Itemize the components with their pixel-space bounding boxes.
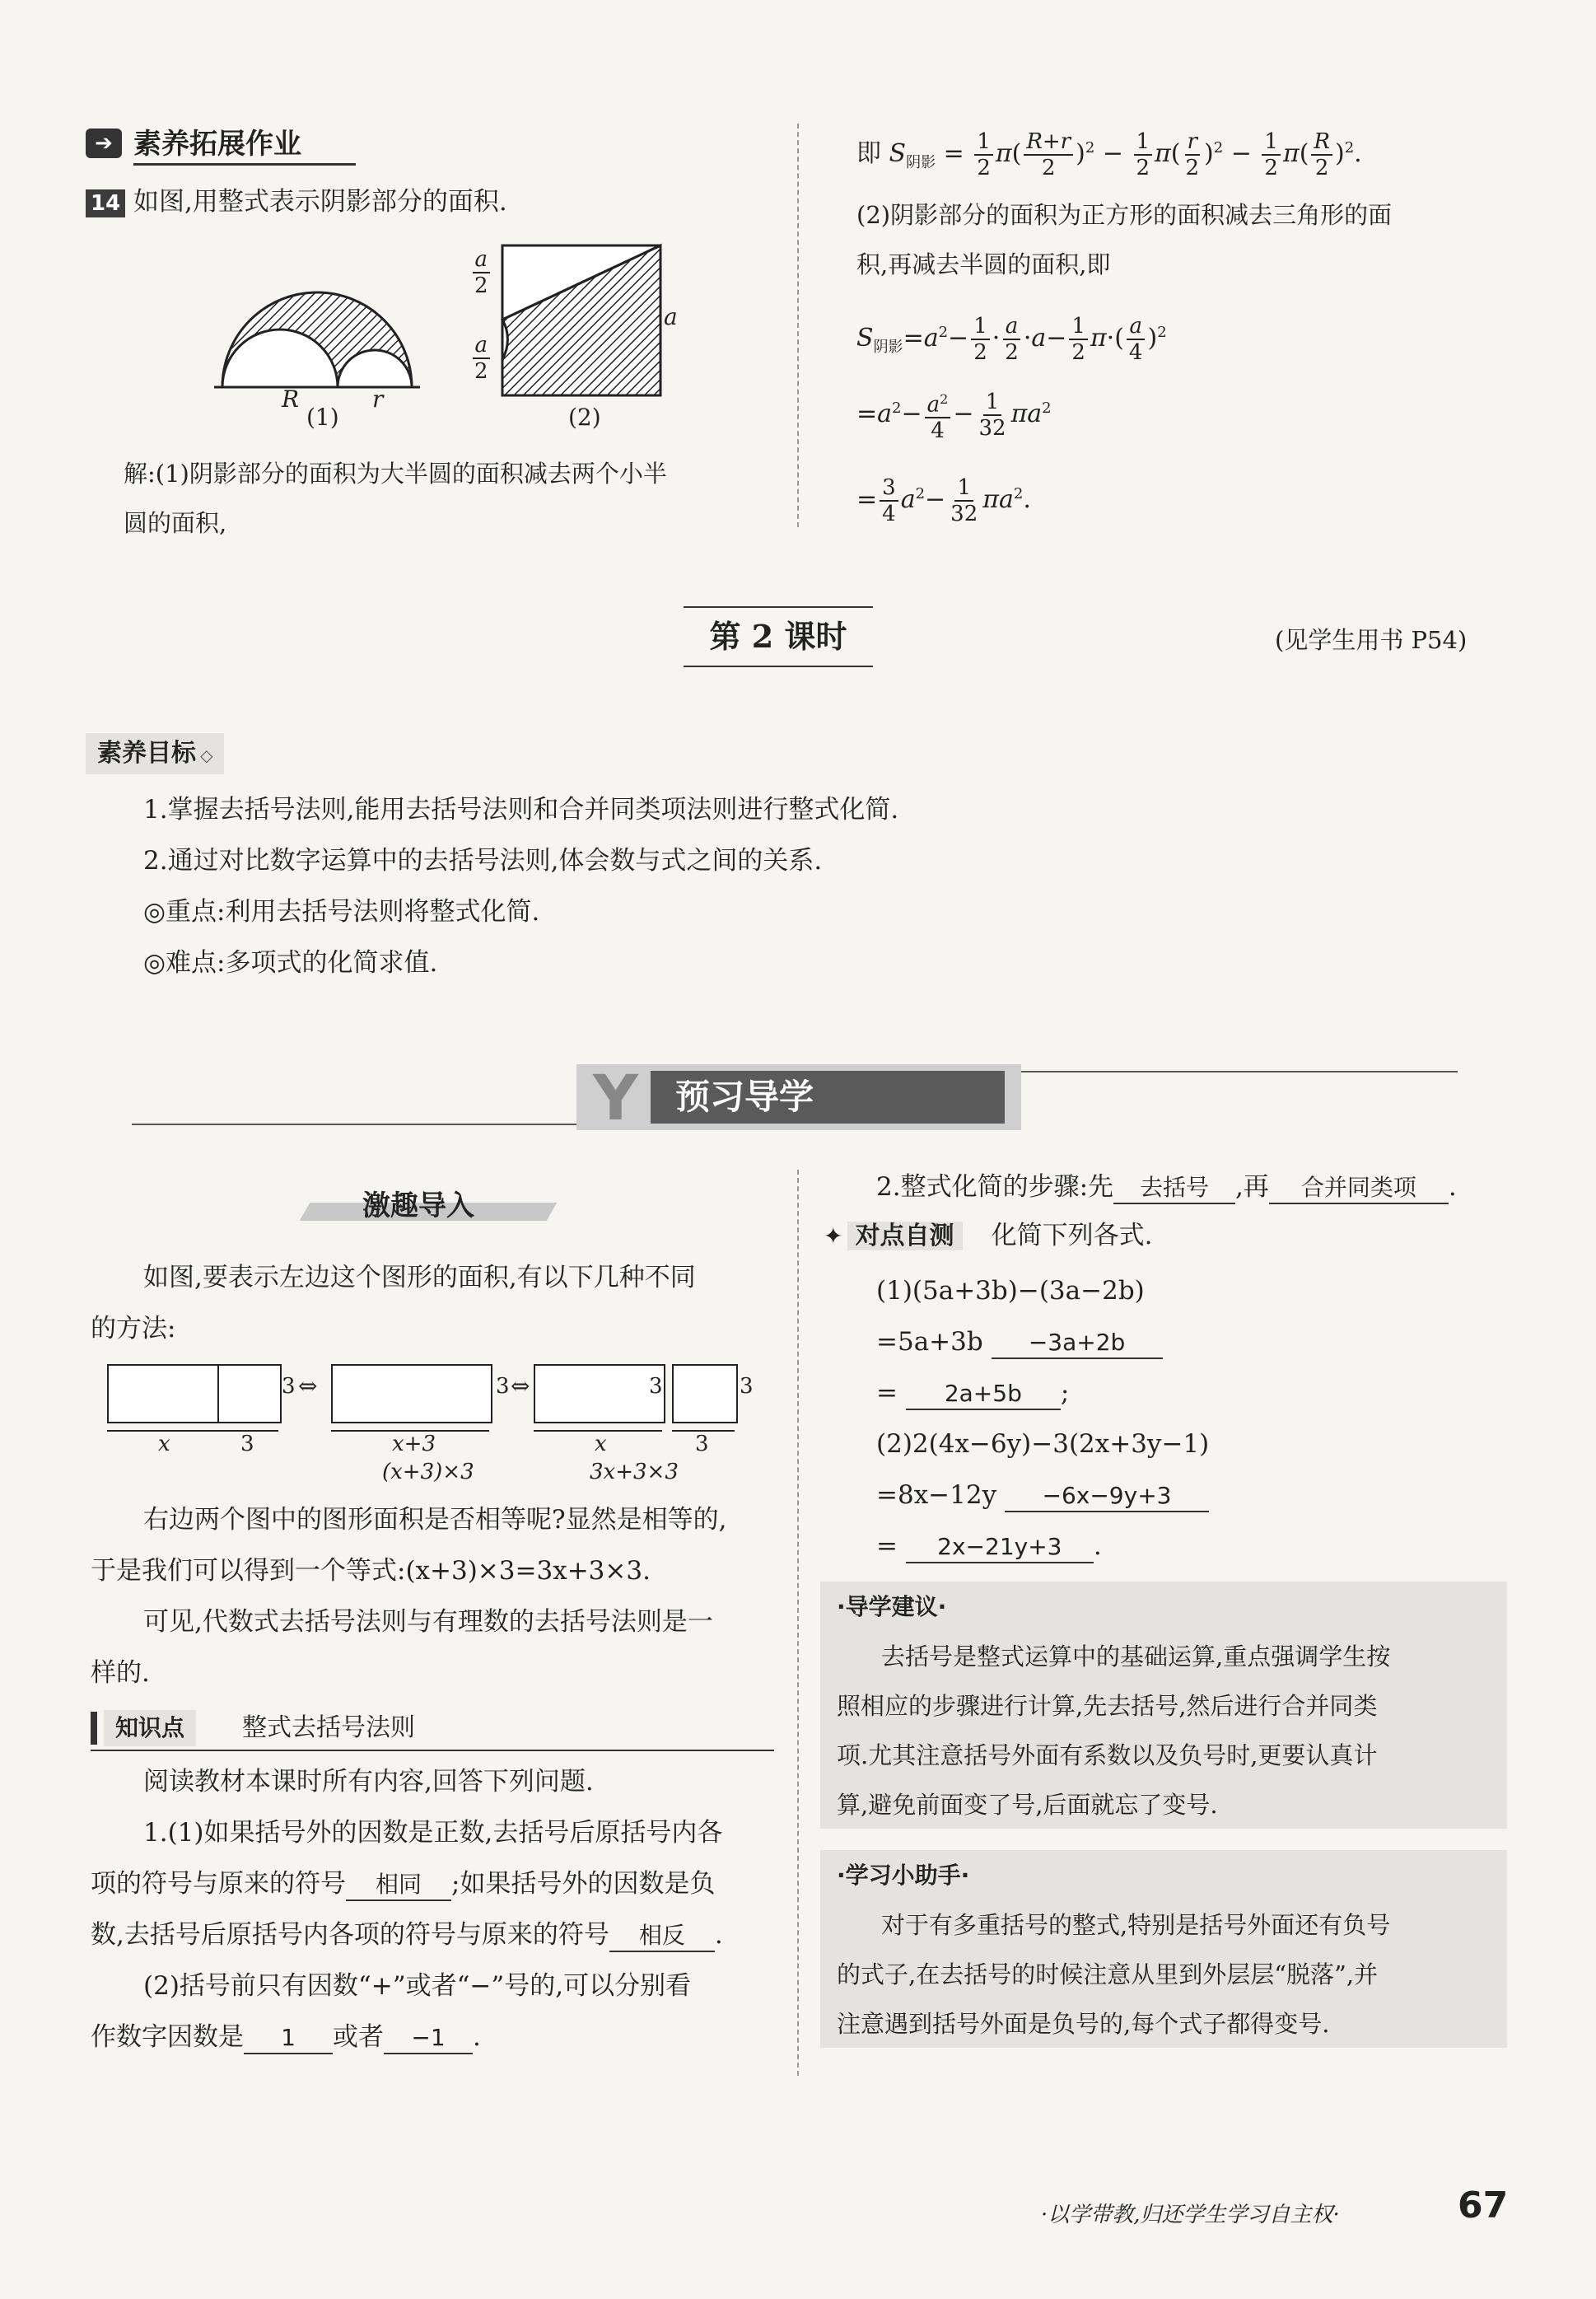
lesson-reference: (见学生用书 P54) <box>1275 626 1468 654</box>
steps-line: 2.整式化简的步骤:先 去括号 ,再 合并同类项 . <box>876 1161 1457 1213</box>
crosshair-icon: ✦ <box>824 1222 843 1250</box>
expansion-header <box>86 124 357 165</box>
helper-line-1: 对于有多重括号的整式,特别是括号外面还有负号 <box>881 1911 1391 1939</box>
selftest-l4: (2)2(4x−6y)−3(2x+3y−1) <box>876 1429 1210 1459</box>
selftest-l1: (1)(5a+3b)−(3a−2b) <box>876 1276 1145 1306</box>
selftest-l6: = 2x−21y+3 . <box>876 1521 1102 1572</box>
advice-box <box>820 1582 1507 1829</box>
advice-line-2: 照相应的步骤进行计算,先去括号,然后进行合并同类 <box>837 1692 1378 1720</box>
preview-title: 预习导学 <box>675 1077 814 1117</box>
answer-selftest-4: 2x−21y+3 <box>906 1532 1094 1563</box>
equivalence-arrow-icon: ⇔ <box>298 1372 318 1399</box>
answer-selftest-2: 2a+5b <box>906 1379 1061 1410</box>
selftest-header <box>824 1214 1153 1255</box>
question-text: 如图,用整式表示阴影部分的面积. <box>133 187 507 217</box>
goal-1: 1.掌握去括号法则,能用去括号法则和合并同类项法则进行整式化简. <box>143 795 899 825</box>
page-number: 67 <box>1458 2185 1509 2227</box>
preview-line-left <box>132 1124 576 1125</box>
footer-slogan: ·以学带教,归还学生学习自主权· <box>1041 2203 1340 2227</box>
answer-neg-one: −1 <box>384 2023 473 2054</box>
question-14 <box>86 176 507 229</box>
fig-rect-left-divider <box>217 1364 219 1423</box>
figure-1-semicircles <box>214 272 420 404</box>
preview-line-right <box>1021 1071 1458 1072</box>
fig2-half-a-top: $\frac{a}{2}$ <box>469 247 493 298</box>
knowledge-q1a: 1.(1)如果括号外的因数是正数,去括号后原括号内各 <box>143 1818 723 1848</box>
goals-label: 素养目标 <box>97 739 196 768</box>
arrow-icon: ➔ <box>86 129 122 158</box>
fig1-r-label: r <box>372 386 384 413</box>
intro-p2a: 右边两个图中的图形面积是否相等呢?显然是相等的, <box>143 1505 727 1535</box>
fig-rect-middle <box>331 1364 492 1423</box>
knowledge-q2b: 作数字因数是 1 或者 −1 . <box>91 2012 481 2063</box>
answer-selftest-3: −6x−9y+3 <box>1005 1481 1209 1512</box>
advice-title: ·导学建议· <box>837 1593 947 1620</box>
formula-part1: 即 $S_{阴影}$ = $\frac{1}{2}$ π( $\frac{R+r}{2}$ )$^2$ − $\frac{1}{2}$ π( $\frac{r}{2}$ )$^2$ − $\frac{1}{2}$ π( $\frac{R}{2}$ )$^2$. <box>856 129 1362 180</box>
knowledge-q1b: 项的符号与原来的符号 相同 ;如果括号外的因数是负 <box>91 1858 715 1909</box>
fig-rect-right-b <box>672 1364 738 1423</box>
knowledge-read: 阅读教材本课时所有内容,回答下列问题. <box>143 1767 594 1797</box>
answer-step-1: 去括号 <box>1113 1173 1235 1204</box>
knowledge-q2a: (2)括号前只有因数“+”或者“−”号的,可以分别看 <box>143 1971 692 2001</box>
goal-difficulty: ◎难点:多项式的化简求值. <box>143 948 438 978</box>
answer-same: 相同 <box>346 1870 451 1901</box>
intro-p2b: 于是我们可以得到一个等式:(x+3)×3=3x+3×3. <box>91 1556 651 1586</box>
intro-p3b: 样的. <box>91 1658 150 1688</box>
goals-label-box <box>86 733 224 774</box>
answer-one: 1 <box>244 2023 333 2054</box>
helper-line-3: 注意遇到括号外面是负号的,每个式子都得变号. <box>837 2010 1330 2038</box>
goal-key: ◎重点:利用去括号法则将整式化简. <box>143 897 540 927</box>
formula-part2-line2: $=a^2-$ $\frac{a^2}{4}$ − $\frac{1}{32}$ $\pi a^2$ <box>856 376 1052 447</box>
part2-line-2: 积,再减去半圆的面积,即 <box>856 250 1111 278</box>
answer-step-2: 合并同类项 <box>1269 1173 1449 1204</box>
solution-line-2: 圆的面积, <box>124 509 227 537</box>
fig2-caption: (2) <box>568 404 601 431</box>
fig-expr-1: (x+3)×3 <box>382 1460 474 1484</box>
solution-line-1: 解:(1)阴影部分的面积为大半圆的面积减去两个小半 <box>124 460 667 488</box>
advice-line-3: 项.尤其注意括号外面有系数以及负号时,更要认真计 <box>837 1741 1378 1769</box>
goal-2: 2.通过对比数字运算中的去括号法则,体会数与式之间的关系. <box>143 846 823 876</box>
fig1-R-label: R <box>282 386 300 413</box>
knowledge-title: 整式去括号法则 <box>242 1713 415 1742</box>
intro-p3a: 可见,代数式去括号法则与有理数的去括号法则是一 <box>143 1607 713 1637</box>
diamond-icon: ◇ <box>200 745 213 765</box>
fig-expr-2: 3x+3×3 <box>590 1460 679 1484</box>
preview-letter-icon: Y <box>593 1061 639 1134</box>
intro-header <box>305 1183 552 1229</box>
section-title: 素养拓展作业 <box>133 128 301 161</box>
selftest-l2: =5a+3b −3a+2b <box>876 1316 1163 1367</box>
helper-box <box>820 1850 1507 2048</box>
column-divider-top <box>797 124 799 527</box>
part2-line-1: (2)阴影部分的面积为正方形的面积减去三角形的面 <box>856 201 1393 229</box>
advice-line-4: 算,避免前面变了号,后面就忘了变号. <box>837 1791 1218 1819</box>
knowledge-badge: 知识点 <box>104 1710 196 1746</box>
question-number: 14 <box>86 189 125 217</box>
formula-part2-line1: $S_{阴影}=a^2-$ $\frac{1}{2}$ · $\frac{a}{2}$ ·a− $\frac{1}{2}$ π·( $\frac{a}{4}$ )$^2$ <box>856 314 1167 365</box>
advice-line-1: 去括号是整式运算中的基础运算,重点强调学生按 <box>881 1642 1391 1671</box>
selftest-instruction: 化简下列各式. <box>991 1221 1153 1250</box>
selftest-l3: = 2a+5b ; <box>876 1367 1069 1418</box>
equivalence-arrow-icon: ⇔ <box>511 1372 530 1399</box>
fig2-a-label: a <box>664 303 678 330</box>
helper-title: ·学习小助手· <box>837 1862 970 1889</box>
column-divider-bottom <box>797 1170 799 2076</box>
fig-rect-right-a <box>534 1364 665 1423</box>
figure-2-square <box>494 237 667 402</box>
fig1-caption: (1) <box>306 404 339 431</box>
fig-rect-left <box>107 1364 282 1423</box>
knowledge-header <box>91 1707 774 1751</box>
formula-part2-line3: = $\frac{3}{4}$ $a^2-$ $\frac{1}{32}$ $\pi a^2$. <box>856 475 1031 526</box>
intro-p1b: 的方法: <box>91 1314 176 1343</box>
fig2-half-a-bottom: $\frac{a}{2}$ <box>469 333 493 384</box>
selftest-label: 对点自测 <box>847 1222 963 1250</box>
helper-line-2: 的式子,在去括号的时候注意从里到外层层“脱落”,并 <box>837 1960 1379 1988</box>
preview-banner <box>576 1061 1021 1134</box>
lesson-title: 第 2 课时 <box>709 618 847 655</box>
selftest-l5: =8x−12y −6x−9y+3 <box>876 1470 1209 1521</box>
lesson-title-box <box>684 606 873 667</box>
answer-opposite: 相反 <box>609 1921 715 1952</box>
answer-selftest-1: −3a+2b <box>992 1328 1163 1359</box>
intro-p1a: 如图,要表示左边这个图形的面积,有以下几种不同 <box>143 1263 696 1292</box>
intro-title: 激趣导入 <box>362 1189 474 1222</box>
knowledge-q1c: 数,去括号后原括号内各项的符号与原来的符号 相反 . <box>91 1909 723 1960</box>
